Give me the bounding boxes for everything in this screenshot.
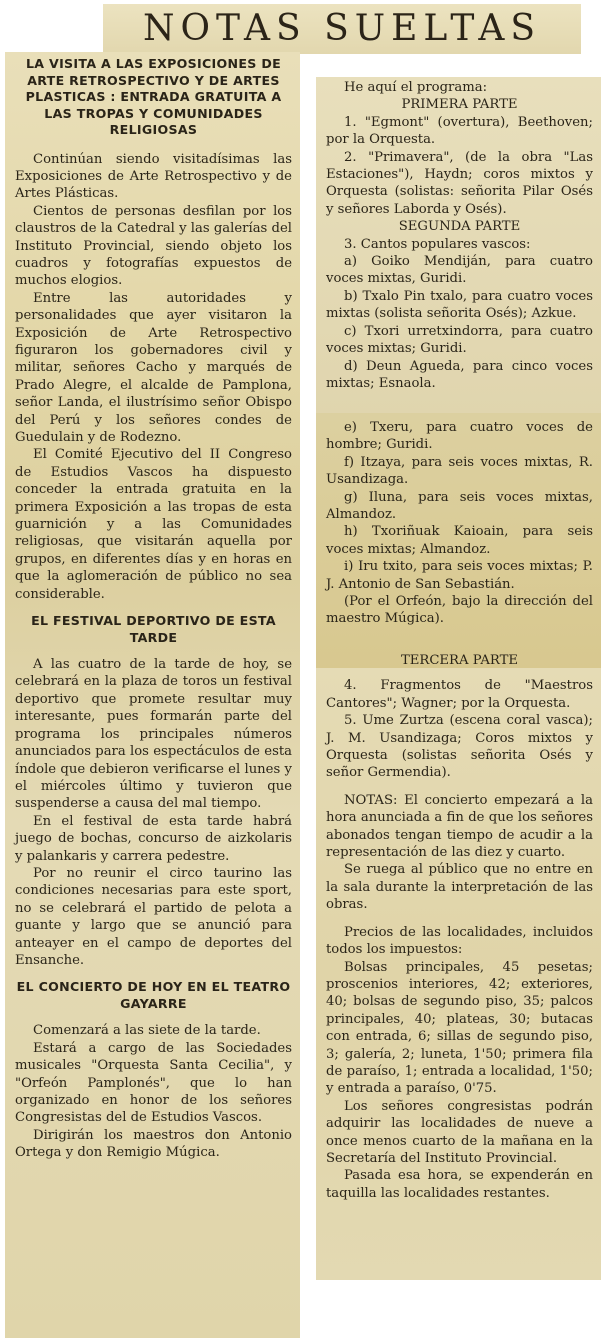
paragraph: Continúan siendo visitadísimas las Exposiciones de Arte Retrospectivo y de Artes Plásticas. bbox=[15, 151, 292, 202]
section-heading: SEGUNDA PARTE bbox=[398, 219, 521, 235]
paragraph: A las cuatro de la tarde de hoy, se celebrará en la plaza de toros un festival deportivo que promete resultar muy interesante, pues formarán parte del programa los principales números anunciados para los espectáculos de esta índole que debieron verificarse el lunes y el miércoles último y tuvieron que suspenderse a causa del mal tiempo. bbox=[15, 657, 292, 812]
paragraph: Entre las autoridades y personalidades que ayer visitaron la Exposición de Arte Retrospectivo figuraron los gobernadores civil y militar, señores Cacho y marqués de Prado Alegre, el alcalde de Pamplona, señor Landa, el ilustrísimo señor Obispo del Perú y los señores condes de Guedulain y de Rodezno. bbox=[15, 290, 292, 445]
program-item: 4. Fragmentos de "Maestros Cantores"; Wagner; por la Orquesta. bbox=[326, 678, 593, 711]
headline-exhibitions: LA VISITA A LAS EXPOSICIONES DE ARTE RETROSPECTIVO Y DE ARTES PLASTICAS : ENTRADA GRATUITA A LAS TROPAS Y COMUNIDADES RELIGIOSAS bbox=[25, 56, 282, 137]
paragraph: Pasada esa hora, se expenderán en taquilla las localidades restantes. bbox=[326, 1168, 593, 1201]
program-item: a) Goiko Mendiján, para cuatro voces mixtas, Guridi. bbox=[326, 254, 593, 287]
program-item: b) Txalo Pin txalo, para cuatro voces mixtas (solista señorita Osés); Azkue. bbox=[326, 288, 593, 322]
program-item: 1. "Egmont" (overtura), Beethoven; por la Orquesta. bbox=[326, 114, 593, 148]
program-item: 2. "Primavera", (de la obra "Las Estaciones"), Haydn; coros mixtos y Orquesta (solistas: señorita Pilar Osés y señores Laborda y Osés). bbox=[326, 149, 593, 217]
program-item: c) Txori urretxindorra, para cuatro voces mixtas; Guridi. bbox=[326, 323, 593, 357]
right-column-part-a bbox=[316, 77, 601, 418]
paragraph: Cientos de personas desfilan por los claustros de la Catedral y las galerías del Instituto Provincial, siendo objeto los cuadros y fotografías expuestos de muchos elogios. bbox=[15, 203, 292, 289]
program-item: 3. Cantos populares vascos: bbox=[344, 236, 531, 252]
paragraph: Los señores congresistas podrán adquirir las localidades de nueve a once menos cuarto de la mañana en la Secretaría del Instituto Provincial. bbox=[326, 1098, 593, 1166]
paragraph: Se ruega al público que no entre en la sala durante la interpretación de las obras. bbox=[326, 862, 593, 913]
program-item: e) Txeru, para cuatro voces de hombre; Guridi. bbox=[326, 420, 593, 453]
program-note: (Por el Orfeón, bajo la dirección del maestro Múgica). bbox=[326, 594, 593, 627]
section-heading: TERCERA PARTE bbox=[400, 653, 519, 668]
program-item: h) Txoriñuak Kaioain, para seis voces mixtas; Almandoz. bbox=[326, 524, 593, 557]
program-item: f) Itzaya, para seis voces mixtas, R. Usandizaga. bbox=[326, 454, 593, 488]
program-item: d) Deun Agueda, para cinco voces mixtas; Esnaola. bbox=[326, 358, 593, 391]
prices-heading: Precios de las localidades, incluidos todos los impuestos: bbox=[326, 924, 593, 958]
paragraph: El Comité Ejecutivo del II Congreso de Estudios Vascos ha dispuesto conceder la entrada gratuita en la primera Exposición a las tropas de esta guarnición y a las Comunidades religiosas, que visitarán aquella por grupos, en diferentes días y en horas en que la aglomeración de público no sea considerable. bbox=[15, 447, 292, 602]
notes-paragraph: NOTAS: El concierto empezará a la hora anunciada a fin de que los señores abonados tengan tiempo de acudir a la representación de las diez y cuarto. bbox=[326, 792, 593, 861]
program-item: 5. Ume Zurtza (escena coral vasca); J. M. Usandizaga; Coros mixtos y Orquesta (solistas señorita Osés y señor Germendia). bbox=[326, 713, 593, 781]
right-column-part-c bbox=[316, 653, 601, 1280]
program-intro: He aquí el programa: bbox=[344, 80, 488, 95]
program-item: g) Iluna, para seis voces mixtas, Almandoz. bbox=[326, 489, 593, 523]
headline-festival: EL FESTIVAL DEPORTIVO DE ESTA TARDE bbox=[31, 613, 276, 645]
section-heading: PRIMERA PARTE bbox=[401, 97, 518, 113]
masthead-strip bbox=[103, 4, 581, 54]
masthead-title: NOTAS SUELTAS bbox=[142, 8, 542, 49]
left-column bbox=[5, 52, 300, 1338]
program-item: i) Iru txito, para seis voces mixtas; P. J. Antonio de San Sebastián. bbox=[326, 559, 593, 592]
headline-concert: EL CONCIERTO DE HOY EN EL TEATRO GAYARRE bbox=[16, 979, 291, 1011]
prices-list: Bolsas principales, 45 pesetas; proscenios interiores, 42; exteriores, 40; bolsas de segundo piso, 35; palcos principales, 40; plateas, 30; butacas con entrada, 6; sillas de segundo piso, 3; galería, 2; luneta, 1'50; primera fila de paraíso, 1; entrada a localidad, 1'50; y entrada a paraíso, 0'75. bbox=[326, 959, 593, 1097]
paragraph: Estará a cargo de las Sociedades musicales "Orquesta Santa Cecilia", y "Orfeón Pamplonés", que lo han organizado en honor de los señores Congresistas del de Estudios Vascos. bbox=[15, 1040, 292, 1126]
paragraph: Comenzará a las siete de la tarde. bbox=[33, 1023, 261, 1039]
paragraph: En el festival de esta tarde habrá juego de bochas, concurso de aizkolaris y palankaris y carrera pedestre. bbox=[15, 813, 292, 864]
paragraph: Por no reunir el circo taurino las condiciones necesarias para este sport, no se celebrará el partido de pelota a guante y largo que se anunció para anteayer en el campo de deportes del Ensanche. bbox=[15, 865, 292, 968]
paragraph: Dirigirán los maestros don Antonio Ortega y don Remigio Múgica. bbox=[15, 1127, 292, 1161]
right-column-part-b bbox=[316, 413, 601, 671]
